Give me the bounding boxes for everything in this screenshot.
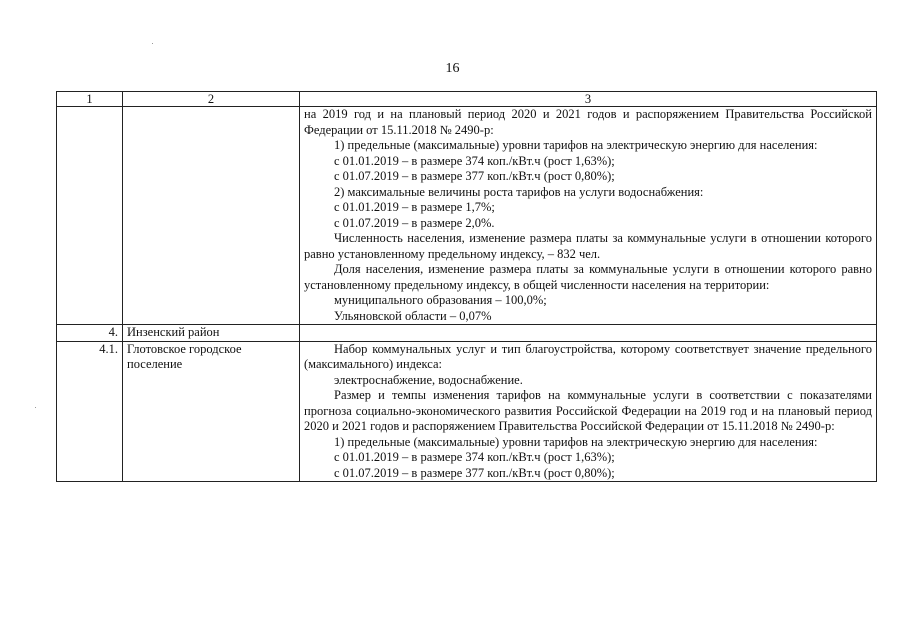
column-header-1: 1 [57,92,123,107]
description-paragraph: Доля населения, изменение размера платы за коммунальные услуги в отношении которого равно установленному предельному индексу, в общей численности населения на территории: [304,262,872,292]
description-paragraph: с 01.07.2019 – в размере 377 коп./кВт.ч (рост 0,80%); [334,169,615,183]
page-number: 16 [445,61,460,76]
description-cell [300,107,877,325]
description-paragraph: с 01.01.2019 – в размере 374 коп./кВт.ч (рост 1,63%); [334,450,615,464]
table-row [57,107,877,325]
row-number: 4. [57,325,123,342]
description-paragraph: Ульяновской области – 0,07% [334,308,492,323]
description-cell [300,341,877,482]
description-cell [300,325,877,342]
description-paragraph: с 01.07.2019 – в размере 2,0%. [334,215,495,230]
description-paragraph: с 01.07.2019 – в размере 377 коп./кВт.ч (рост 0,80%); [334,465,615,480]
description-paragraph: Численность населения, изменение размера платы за коммунальные услуги в отношении которого равно установленному предельному индексу, – 832 чел. [304,231,872,261]
description-paragraph: 2) максимальные величины роста тарифов на услуги водоснабжения: [334,184,704,199]
column-header-2: 2 [123,92,300,107]
row-number: 4.1. [57,341,123,482]
row-number [57,107,123,325]
scan-speck [152,43,153,44]
territory-name [123,107,300,325]
scan-speck [35,407,36,408]
description-paragraph: с 01.01.2019 – в размере 1,7%; [334,200,495,214]
description-paragraph: муниципального образования – 100,0%; [334,293,547,307]
table-row [57,325,877,342]
territory-name: Глотовское городское поселение [123,341,300,482]
description-paragraph: Размер и темпы изменения тарифов на коммунальные услуги в соответствии с показателями прогноза социально-экономического развития Российской Федерации на 2019 год и на плановый период 2020 и 2021 годов и распоряжением Правительства Российской Федерации от 15.11.2018 № 2490-р: [304,388,872,433]
tariff-table [56,91,877,482]
description-paragraph: с 01.01.2019 – в размере 374 коп./кВт.ч (рост 1,63%); [334,153,615,168]
description-paragraph: электроснабжение, водоснабжение. [334,372,523,387]
description-paragraph: Набор коммунальных услуг и тип благоустройства, которому соответствует значение предельного (максимального) индекса: [304,341,872,371]
description-paragraph: на 2019 год и на плановый период 2020 и 2021 годов и распоряжением Правительства Российской Федерации от 15.11.2018 № 2490-р: [304,107,872,137]
column-header-3: 3 [300,92,877,107]
description-paragraph: 1) предельные (максимальные) уровни тарифов на электрическую энергию для населения: [334,434,818,449]
territory-name: Инзенский район [123,325,300,342]
table-header-row [57,92,877,107]
description-paragraph: 1) предельные (максимальные) уровни тарифов на электрическую энергию для населения: [334,138,818,152]
table-row [57,341,877,482]
